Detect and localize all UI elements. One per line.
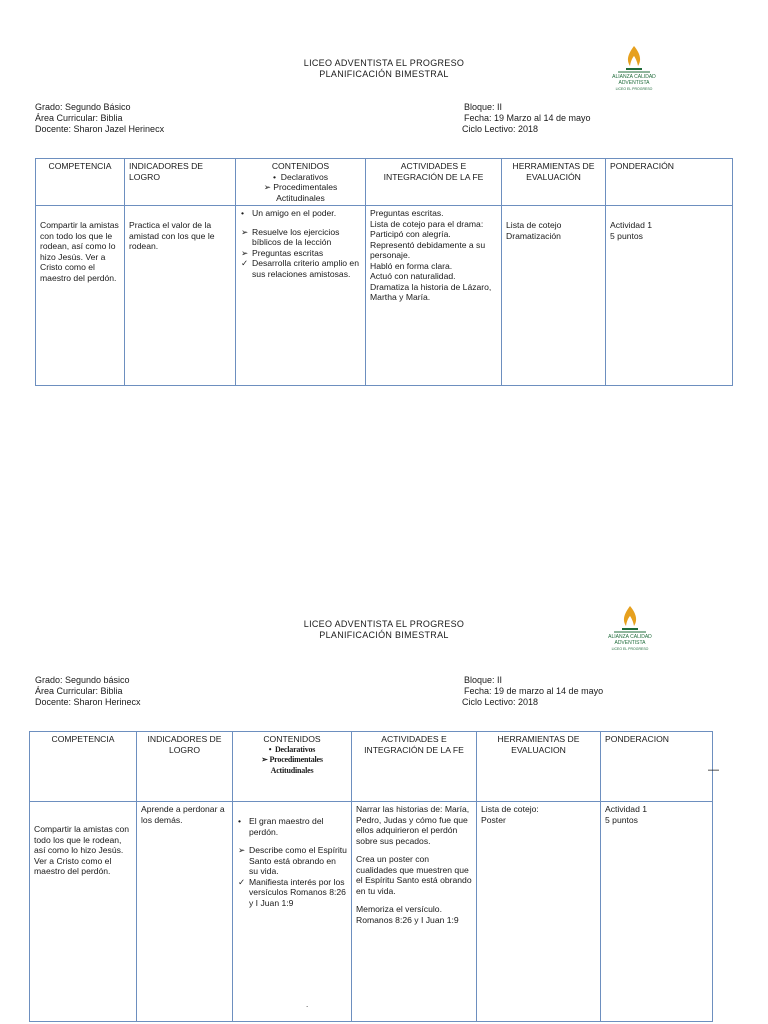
planning-table [29,731,713,1022]
table-body-row [36,206,733,386]
margin-dash: — [708,764,719,776]
general-info [35,675,141,708]
stray-dot: . [306,1000,309,1009]
grado-label: Grado: Segundo Básico [35,102,131,112]
header-indicadores: INDICADORES DE LOGRO [137,732,233,802]
header-actividades: ACTIVIDADES E INTEGRACIÓN DE LA FE [366,159,502,206]
list-item: ➢ Preguntas escritas [241,247,324,258]
bullet-icon: • [238,816,242,826]
header-competencia: COMPETENCIA [36,159,125,206]
planning-page-2 [0,600,768,1024]
bloque-label: Bloque: II [464,675,503,685]
ciclo-label: Ciclo Lectivo: 2018 [462,124,539,134]
document-subtitle: PLANIFICACIÓN BIMESTRAL [319,69,449,79]
docente-label: Docente: Sharon Herinecx [35,697,141,707]
indicador-cell: Aprende a perdonar a los demás. [137,802,233,1022]
planning-page-1 [0,0,768,400]
arrow-bullet-icon: ➢ [263,182,274,192]
svg-text:ALIANZA CALIDAD: ALIANZA CALIDAD [612,74,656,80]
contenidos-actitudinales: Actitudinales [276,192,325,203]
table-body-row [30,802,713,1022]
check-icon: ✓ [238,876,246,887]
svg-text:ADVENTISTA: ADVENTISTA [614,640,646,646]
header-actividades: ACTIVIDADES E INTEGRACIÓN DE LA FE [352,732,477,802]
actividades-cell: Preguntas escritas. Lista de cotejo para el drama: Participó con alegría. Representó debidamente a su personaje. Habló en forma clara. Actuó con naturalidad. Dramatiza la historia de Lázaro, Martha y María. [366,206,502,386]
herramientas-cell: Lista de cotejo Dramatización [502,206,606,386]
contenidos-cell [233,802,352,1022]
header-competencia: COMPETENCIA [30,732,137,802]
actividades-cell: Narrar las historias de: María, Pedro, Judas y cómo fue que ellos adquirieron el perdón sobre sus pecados. Crea un poster con cualidades que muestren que el Espíritu Santo está obrando en tu vida. Memoriza el versículo. Romanos 8:26 y I Juan 1:9 [352,802,477,1022]
area-label: Área Curricular: Biblia [35,686,123,696]
docente-label: Docente: Sharon Jazel Herinecx [35,124,165,134]
header-contenidos [236,159,366,206]
arrow-bullet-icon: ➢ [238,845,246,855]
list-item: • Un amigo en el poder. [241,208,337,218]
ponderacion-cell: Actividad 1 5 puntos [601,802,713,1022]
contenidos-declarativos: • Declarativos [268,744,316,754]
period-info [464,102,591,135]
list-item: ➢ Describe como el Espíritu Santo está obrando en su vida. [238,845,347,876]
area-label: Área Curricular: Biblia [35,113,123,123]
contenidos-procedimentales: ➢ Procedimentales [263,182,338,192]
list-item: ✓ Desarrolla criterio amplio en sus relaciones amistosas. [241,258,359,279]
school-logo [604,44,664,92]
contenidos-procedimentales: ➢ Procedimentales [261,755,323,764]
school-logo [600,604,660,652]
check-icon: ✓ [241,258,249,268]
period-info [464,675,603,708]
list-item: ➢ Resuelve los ejercicios bíblicos de la lección [241,226,340,247]
bullet-icon: • [241,208,245,218]
document-subtitle: PLANIFICACIÓN BIMESTRAL [319,630,449,640]
ciclo-label: Ciclo Lectivo: 2018 [462,697,539,707]
header-contenidos [233,732,352,802]
bloque-label: Bloque: II [464,102,503,112]
adventist-flame-logo-icon [604,44,664,92]
svg-text:LICEO EL PROGRESO: LICEO EL PROGRESO [615,87,653,91]
arrow-bullet-icon: ➢ [261,755,270,764]
svg-text:ALIANZA CALIDAD: ALIANZA CALIDAD [608,634,652,640]
planning-table [35,158,733,386]
svg-text:LICEO EL PROGRESO: LICEO EL PROGRESO [611,647,649,651]
fecha-label: Fecha: 19 Marzo al 14 de mayo [464,113,591,123]
indicador-cell: Practica el valor de la amistad con los que le rodean. [125,206,236,386]
herramientas-cell: Lista de cotejo: Poster [477,802,601,1022]
header-ponderacion: PONDERACIÓN [606,159,733,206]
header-ponderacion: PONDERACION [601,732,713,802]
arrow-bullet-icon: ➢ [241,247,249,258]
arrow-bullet-icon: ➢ [241,226,249,237]
contenidos-declarativos: • Declarativos [272,171,329,182]
svg-text:ADVENTISTA: ADVENTISTA [618,80,650,86]
list-item: • El gran maestro del perdón. [238,816,324,837]
contenidos-title: CONTENIDOS [271,161,330,171]
table-header-row [30,732,713,802]
ponderacion-cell: Actividad 1 5 puntos [606,206,733,386]
adventist-flame-logo-icon [600,604,660,652]
contenidos-cell [236,206,366,386]
bullet-icon: • [268,744,275,754]
table-header-row [36,159,733,206]
bullet-icon: • [272,171,281,182]
contenidos-actitudinales: Actitudinales [270,765,314,775]
competencia-cell: Compartir la amistas con todo los que le rodean, así como lo hizo Jesús. Ver a Cristo como el maestro del perdón. [36,206,125,386]
school-name: LICEO ADVENTISTA EL PROGRESO [303,58,465,68]
header-herramientas: HERRAMIENTAS DE EVALUACION [477,732,601,802]
grado-label: Grado: Segundo básico [35,675,130,685]
school-name: LICEO ADVENTISTA EL PROGRESO [303,619,465,629]
header-indicadores: INDICADORES DE LOGRO [125,159,236,206]
contenidos-title: CONTENIDOS [263,734,321,744]
list-item: ✓ Manifiesta interés por los versículos Romanos 8:26 y I Juan 1:9 [238,876,346,908]
general-info [35,102,164,135]
header-herramientas: HERRAMIENTAS DE EVALUACIÓN [502,159,606,206]
competencia-cell: Compartir la amistas con todo los que le rodean, así como lo hizo Jesús. Ver a Cristo como el maestro del perdón. [30,802,137,1022]
fecha-label: Fecha: 19 de marzo al 14 de mayo [464,686,604,696]
